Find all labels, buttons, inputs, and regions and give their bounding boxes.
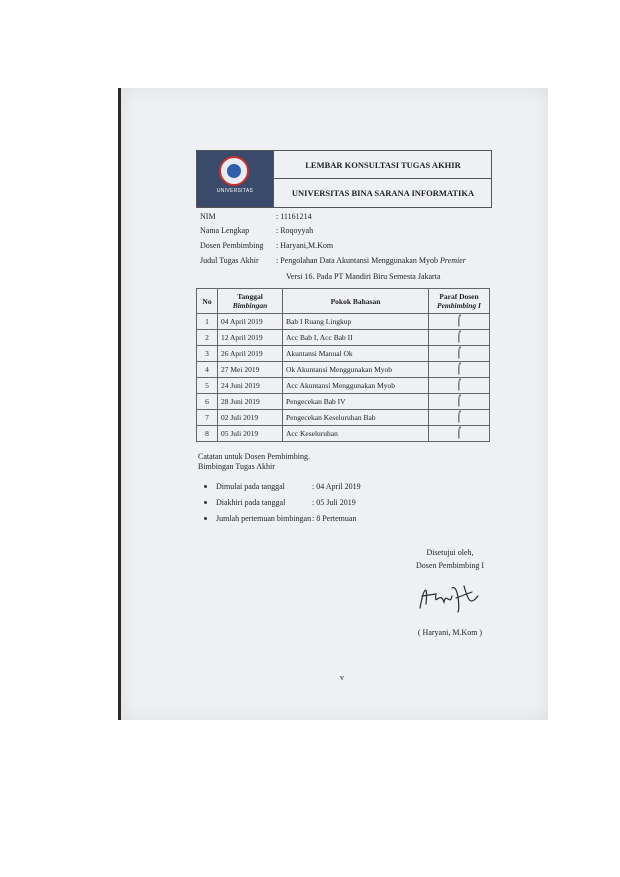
start-value: : 04 April 2019 [312,482,361,491]
notes [198,452,310,472]
row-date: 02 Juli 2019 [218,410,283,426]
nim-label: NIM [200,212,216,221]
row-no: 8 [197,426,218,442]
table-row [197,394,490,410]
paraf-signature-icon: ⌠ [429,410,490,426]
table-row [197,410,490,426]
page-mark: v [340,673,344,682]
row-no: 3 [197,346,218,362]
col-pokok: Pokok Bahasan [283,289,429,314]
count-label: Jumlah pertemuan bimbingan [216,514,312,523]
paraf-signature-icon: ⌠ [429,378,490,394]
row-date: 12 April 2019 [218,330,283,346]
row-topic: Acc Bab I, Acc Bab II [283,330,429,346]
row-no: 4 [197,362,218,378]
row-no: 5 [197,378,218,394]
paraf-signature-icon: ⌠ [429,346,490,362]
notes-line-2: Bimbingan Tugas Akhir [198,462,275,471]
nama-label: Nama Lengkap [200,226,250,235]
paraf-signature-icon: ⌠ [429,330,490,346]
approval-line-1: Disetujui oleh, [426,548,474,557]
row-topic: Pengecekan Bab IV [283,394,429,410]
row-date: 05 Juli 2019 [218,426,283,442]
notes-line-1: Catatan untuk Dosen Pembimbing. [198,452,310,461]
table-row [197,378,490,394]
row-date: 04 April 2019 [218,314,283,330]
col-tanggal: Tanggal Bimbingan [218,289,283,314]
row-no: 1 [197,314,218,330]
row-topic: Acc Akuntansi Menggunakan Myob [283,378,429,394]
end-label: Diakhiri pada tanggal [216,498,286,507]
table-row [197,346,490,362]
dosen-value: : Haryani,M.Kom [276,241,334,250]
row-no: 2 [197,330,218,346]
judul-value: : Pengolahan Data Akuntansi Menggunakan Myob Premier [276,256,466,265]
row-topic: Bab I Ruang Lingkup [283,314,429,330]
paraf-signature-icon: ⌠ [429,362,490,378]
nama-value: : Roqoyyah [276,226,314,235]
dosen-label: Dosen Pembimbing [200,241,264,250]
row-date: 26 April 2019 [218,346,283,362]
start-label: Dimulai pada tanggal [216,482,285,491]
row-no: 7 [197,410,218,426]
table-row [197,362,490,378]
handwritten-signature [414,578,484,618]
nim-value: : 11161214 [276,212,312,221]
row-topic: Acc Keseluruhan [283,426,429,442]
university-logo [197,151,273,207]
row-date: 27 Mei 2019 [218,362,283,378]
row-topic: Pengecekan Keseluruhan Bab [283,410,429,426]
approval-block [410,548,490,570]
row-date: 28 Juni 2019 [218,394,283,410]
judul-value-2: Versi 16. Pada PT Mandiri Biru Semesta Jakarta [286,272,441,281]
col-paraf: Paraf Dosen Pembimbing I [429,289,490,314]
paraf-signature-icon: ⌠ [429,426,490,442]
logo-emblem-icon [219,156,249,186]
consultation-table [196,288,490,442]
judul-label: Judul Tugas Akhir [200,256,259,265]
row-no: 6 [197,394,218,410]
university-name: UNIVERSITAS BINA SARANA INFORMATIKA [273,179,492,207]
row-topic: Ok Akuntansi Menggunakan Myob [283,362,429,378]
document-header [196,150,492,208]
logo-text: UNIVERSITAS [216,188,254,194]
count-value: : 8 Pertemuan [312,514,357,523]
table-header-row [197,289,490,314]
paraf-signature-icon: ⌠ [429,314,490,330]
form-title: LEMBAR KONSULTASI TUGAS AKHIR [273,151,492,179]
row-topic: Akuntansi Manual Ok [283,346,429,362]
approval-line-2: Dosen Pembimbing I [416,561,484,570]
paraf-signature-icon: ⌠ [429,394,490,410]
table-row [197,314,490,330]
col-no: No [197,289,218,314]
table-row [197,330,490,346]
table-row [197,426,490,442]
signer-name: ( Haryani, M.Kom ) [417,628,483,637]
end-value: : 05 Juli 2019 [312,498,356,507]
row-date: 24 Juni 2019 [218,378,283,394]
